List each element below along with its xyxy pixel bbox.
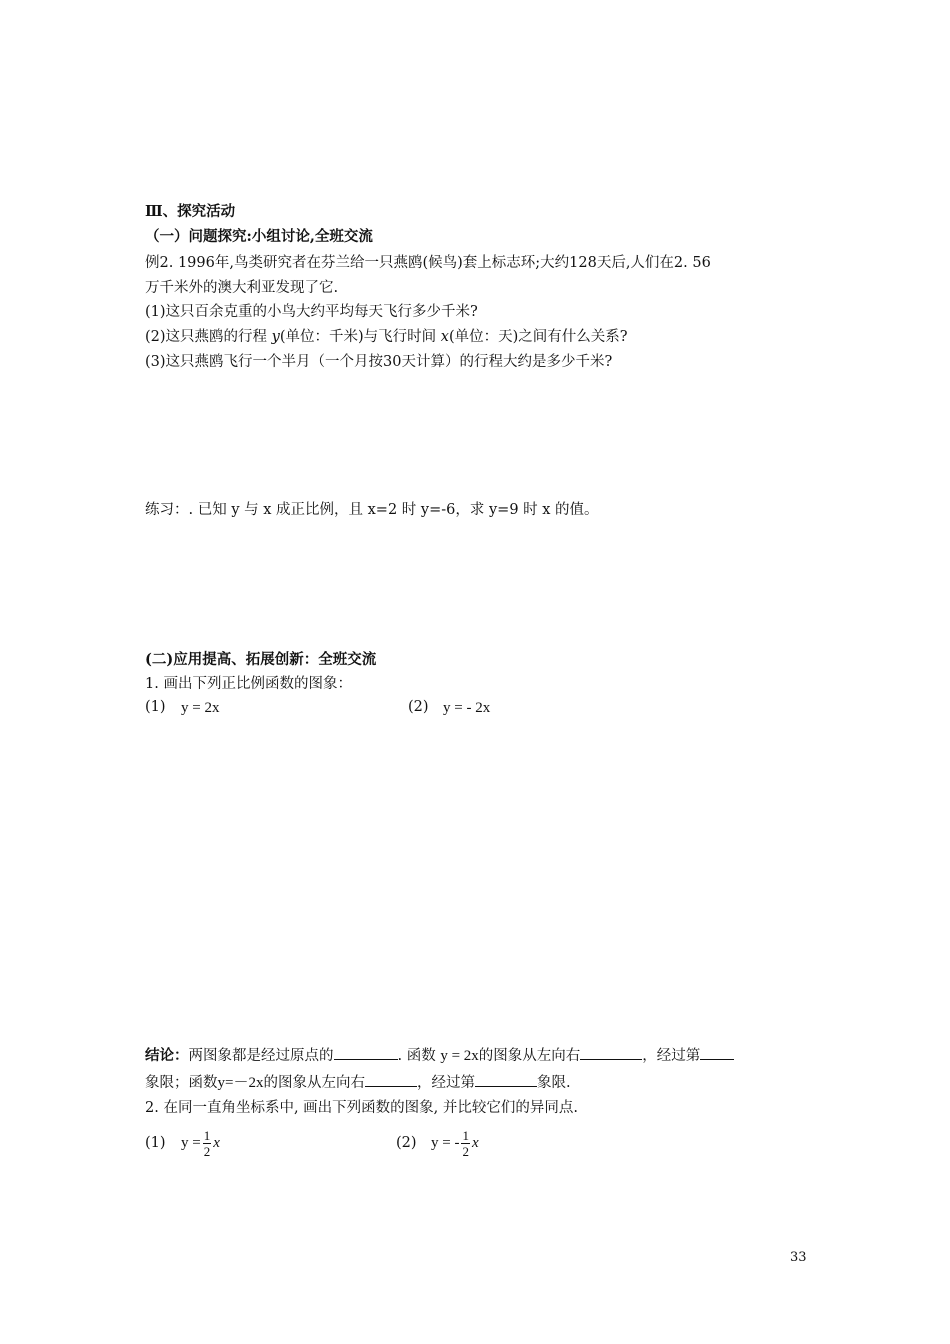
fraction-denominator-2: 2 <box>462 1143 469 1159</box>
question-3: (3)这只燕鸥飞行一个半月（一个月按30天计算）的行程大约是多少千米? <box>145 354 613 370</box>
conclusion-text-c: 的图象从左向右 <box>478 1048 581 1064</box>
conclusion-formula-1: y = 2x <box>440 1048 479 1064</box>
conclusion-line-2 <box>145 1072 571 1093</box>
question-2-part-b: (单位：千米)与飞行时间 <box>279 329 441 345</box>
part2-heading: (二)应用提高、拓展创新：全班交流 <box>145 651 377 668</box>
blank-5[interactable] <box>475 1072 537 1087</box>
task1-label-1: (1) <box>145 699 166 715</box>
task2-formula-2 <box>431 1124 479 1162</box>
fraction-one-half <box>203 1128 212 1159</box>
task2-lhs-2: y = - <box>431 1135 460 1151</box>
conclusion-text-b: . 函数 <box>397 1048 436 1064</box>
question-2-part-c: (单位：天)之间有什么关系? <box>448 329 628 345</box>
exercise: 练习：. 已知 y 与 x 成正比例，且 x=2 时 y=-6，求 y=9 时 x 的值。 <box>145 502 599 518</box>
task2-lhs-1: y = <box>181 1135 201 1151</box>
blank-3[interactable] <box>700 1045 734 1060</box>
example-line-2: 万千米外的澳大利亚发现了它. <box>145 280 339 296</box>
conclusion2-text-c: ，经过第 <box>416 1075 475 1091</box>
section-heading: Ⅲ、探究活动 <box>145 203 236 220</box>
fraction-numerator-2: 1 <box>462 1127 469 1143</box>
task-1: 1. 画出下列正比例函数的图象： <box>145 676 352 692</box>
task1-formula-1: y = 2x <box>181 700 220 716</box>
page-number: 33 <box>790 1250 807 1265</box>
question-2 <box>145 327 628 347</box>
conclusion-line-1 <box>145 1045 734 1066</box>
fraction-one-half-2 <box>461 1128 470 1159</box>
task2-formula-1 <box>181 1124 220 1162</box>
blank-2[interactable] <box>580 1045 642 1060</box>
conclusion-text-d: ，经过第 <box>642 1048 701 1064</box>
blank-4[interactable] <box>365 1072 417 1087</box>
conclusion2-formula: y=－2x <box>217 1075 264 1091</box>
question-1: (1)这只百余克重的小鸟大约平均每天飞行多少千米? <box>145 304 478 320</box>
conclusion2-text-d: 象限. <box>536 1075 571 1091</box>
task2-var-2: x <box>471 1135 479 1151</box>
conclusion-text-a: 两图象都是经过原点的 <box>188 1048 334 1064</box>
conclusion2-text-b: 的图象从左向右 <box>263 1075 365 1091</box>
fraction-denominator: 2 <box>203 1143 211 1159</box>
variable-x: x <box>440 329 449 345</box>
variable-y: y <box>271 329 280 345</box>
task2-var-1: x <box>213 1135 220 1151</box>
task-2: 2. 在同一直角坐标系中, 画出下列函数的图象, 并比较它们的异同点. <box>145 1100 578 1116</box>
fraction-numerator: 1 <box>203 1127 211 1143</box>
conclusion2-text-a: 象限；函数 <box>145 1075 218 1091</box>
conclusion-label: 结论： <box>145 1047 189 1064</box>
task1-label-2: (2) <box>408 699 429 715</box>
task2-label-2: (2) <box>396 1135 417 1151</box>
task1-formula-2: y = - 2x <box>443 700 491 716</box>
question-2-part-a: (2)这只燕鸥的行程 <box>145 329 272 345</box>
task2-label-1: (1) <box>145 1135 166 1151</box>
blank-1[interactable] <box>334 1045 398 1060</box>
part1-heading: （一）问题探究:小组讨论,全班交流 <box>145 228 373 245</box>
example-line-1: 例2. 1996年,鸟类研究者在芬兰给一只燕鸥(候鸟)套上标志环;大约128天后,人们在2. 56 <box>145 255 711 271</box>
